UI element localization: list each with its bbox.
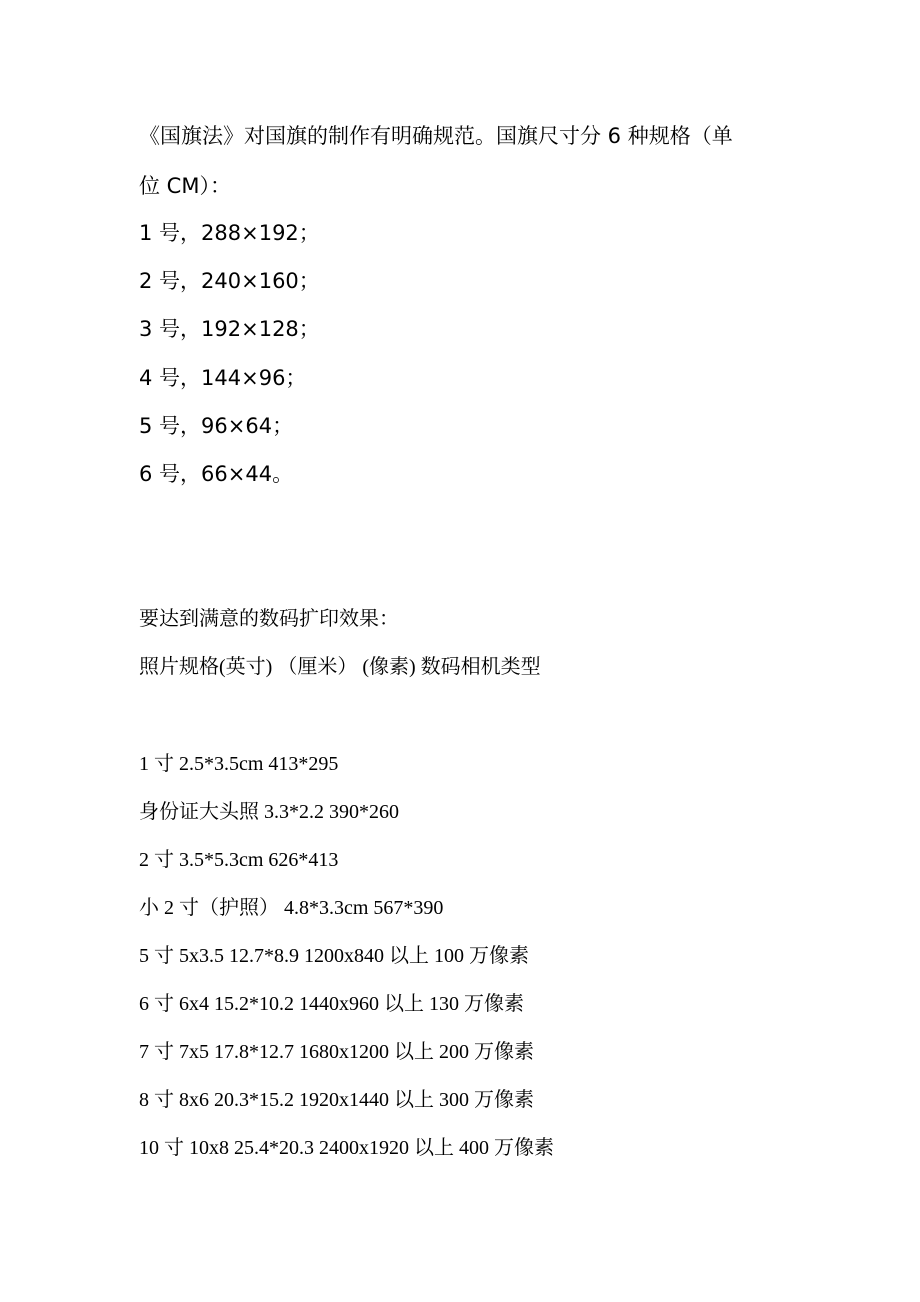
flag-intro-line-2: 位 CM）： bbox=[139, 174, 231, 198]
flag-size-2: 2 号，240×160； bbox=[139, 269, 320, 293]
flag-size-5: 5 号，96×64； bbox=[139, 414, 294, 438]
photo-row-8: 8 寸 8x6 20.3*15.2 1920x1440 以上 300 万像素 bbox=[139, 1089, 534, 1111]
photo-row-9: 10 寸 10x8 25.4*20.3 2400x1920 以上 400 万像素 bbox=[139, 1137, 554, 1159]
photo-row-4: 小 2 寸（护照） 4.8*3.3cm 567*390 bbox=[139, 897, 444, 919]
photo-row-2: 身份证大头照 3.3*2.2 390*260 bbox=[139, 801, 399, 823]
flag-size-3: 3 号，192×128； bbox=[139, 317, 320, 341]
photo-row-3: 2 寸 3.5*5.3cm 626*413 bbox=[139, 849, 339, 871]
flag-size-1: 1 号，288×192； bbox=[139, 221, 320, 245]
flag-intro-line-1: 《国旗法》对国旗的制作有明确规范。国旗尺寸分 6 种规格（单 bbox=[139, 124, 733, 148]
photo-row-5: 5 寸 5x3.5 12.7*8.9 1200x840 以上 100 万像素 bbox=[139, 945, 529, 967]
photo-table-header: 照片规格(英寸) （厘米） (像素) 数码相机类型 bbox=[139, 656, 541, 678]
photo-row-7: 7 寸 7x5 17.8*12.7 1680x1200 以上 200 万像素 bbox=[139, 1041, 534, 1063]
flag-size-4: 4 号，144×96； bbox=[139, 366, 307, 390]
photo-row-6: 6 寸 6x4 15.2*10.2 1440x960 以上 130 万像素 bbox=[139, 993, 524, 1015]
flag-size-6: 6 号，66×44。 bbox=[139, 462, 294, 486]
photo-row-1: 1 寸 2.5*3.5cm 413*295 bbox=[139, 753, 339, 775]
photo-intro: 要达到满意的数码扩印效果： bbox=[139, 608, 399, 630]
